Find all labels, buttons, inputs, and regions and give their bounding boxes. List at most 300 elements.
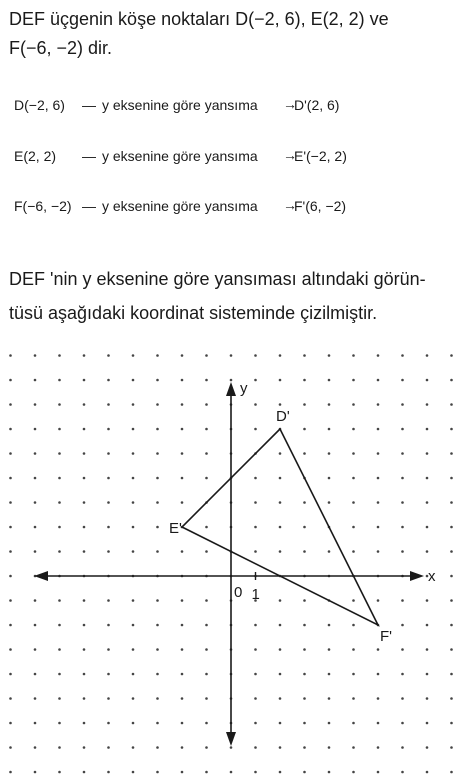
grid-dot [426,746,429,749]
grid-dot [132,746,135,749]
grid-dot [9,354,12,357]
grid-dot [9,771,12,774]
grid-dot [58,746,61,749]
grid-dot [352,746,355,749]
grid-dot [156,526,159,529]
grid-dot [328,550,331,553]
grid-dot [450,673,453,676]
grid-dot [34,624,37,627]
arrow-icon: → [283,197,297,213]
grid-dot [254,354,257,357]
grid-dot [450,697,453,700]
grid-dot [107,403,110,406]
grid-dot [58,599,61,602]
x-axis-right-arrow [410,571,424,581]
grid-dot [352,722,355,725]
grid-dot [83,452,86,455]
grid-dot [34,379,37,382]
grid-dot [83,771,86,774]
grid-dot [254,379,257,382]
grid-dot [132,771,135,774]
grid-dot [426,526,429,529]
grid-dot [352,379,355,382]
grid-dot [254,697,257,700]
grid-dot [450,648,453,651]
y-axis-bottom-arrow [226,732,236,746]
grid-dot [254,673,257,676]
grid-dot [156,501,159,504]
grid-dot [426,648,429,651]
grid-dot [401,428,404,431]
intro-line-1: DEF üçgenin köşe noktaları D(−2, 6), E(2, 2) ve [9,9,389,29]
grid-dot [181,379,184,382]
grid-dot [132,624,135,627]
grid-dot [377,501,380,504]
grid-dot [107,354,110,357]
grid-dot [279,771,282,774]
grid-dot [401,722,404,725]
grid-dot [156,354,159,357]
grid-dot [377,722,380,725]
grid-dot [426,624,429,627]
grid-dot [34,526,37,529]
grid-dot [132,403,135,406]
grid-dot [181,477,184,480]
grid-dot [34,550,37,553]
grid-dot [156,673,159,676]
grid-dot [9,403,12,406]
grid-dot [132,599,135,602]
reflection-rule: y eksenine göre yansıma [102,148,258,164]
grid-dot [156,550,159,553]
grid-dot [83,428,86,431]
grid-dot [107,722,110,725]
grid-dot [58,379,61,382]
grid-dot [83,746,86,749]
grid-dot [9,746,12,749]
grid-dot [328,648,331,651]
grid-dot [34,354,37,357]
grid-dot [426,722,429,725]
grid-dot [156,379,159,382]
grid-dot [303,526,306,529]
grid-dot [156,452,159,455]
grid-dot [132,477,135,480]
description-line-1: DEF 'nin y eksenine göre yansıması altındaki görün- [9,269,426,289]
grid-dot [9,697,12,700]
grid-dot [328,624,331,627]
grid-dot [156,403,159,406]
grid-dot [352,452,355,455]
grid-dot [107,648,110,651]
grid-dot [254,746,257,749]
grid-dot [450,501,453,504]
grid-dot [181,599,184,602]
grid-dot [205,624,208,627]
grid-dot [58,477,61,480]
grid-dot [9,526,12,529]
grid-dot [303,379,306,382]
grid-dot [58,722,61,725]
grid-dot [132,526,135,529]
grid-dot [156,477,159,480]
grid-dot [450,379,453,382]
grid-dot [107,673,110,676]
grid-dot [107,501,110,504]
grid-dot [401,624,404,627]
grid-dot [34,501,37,504]
grid-dot [352,477,355,480]
grid-dot [83,354,86,357]
grid-dot [279,550,282,553]
grid-dot [450,624,453,627]
grid-dot [205,379,208,382]
grid-dot [58,673,61,676]
grid-dot [303,722,306,725]
grid-dot [107,477,110,480]
grid-dot [230,379,233,382]
grid-dot [450,403,453,406]
grid-dot [377,550,380,553]
grid-dot [450,575,453,578]
grid-dot [401,452,404,455]
grid-dot [303,403,306,406]
grid-dot [205,477,208,480]
grid-dot [426,599,429,602]
grid-dot [279,501,282,504]
grid-dot [303,550,306,553]
grid-dot [132,379,135,382]
grid-dot [328,379,331,382]
grid-dot [58,697,61,700]
grid-dot [254,771,257,774]
unit-label: 1 [251,586,260,603]
grid-dot [132,697,135,700]
grid-dot [328,771,331,774]
grid-dot [230,771,233,774]
grid-dot [181,746,184,749]
grid-dot [279,673,282,676]
grid-dot [328,501,331,504]
grid-dot [181,403,184,406]
grid-dot [401,550,404,553]
grid-dot [401,379,404,382]
x-axis-left-arrow [34,571,48,581]
grid-dot [426,403,429,406]
grid-dot [279,526,282,529]
grid-dot [328,673,331,676]
grid-dot [377,477,380,480]
vertex-label: D' [276,408,290,425]
grid-dot [107,550,110,553]
grid-dot [426,428,429,431]
grid-dot [426,379,429,382]
grid-dot [230,354,233,357]
grid-dot [401,673,404,676]
grid-dot [58,428,61,431]
grid-dot [254,722,257,725]
grid-dot [450,452,453,455]
connector-dash: — [82,198,96,214]
grid-dot [34,428,37,431]
grid-dot [426,354,429,357]
grid-dot [58,526,61,529]
grid-dot [181,501,184,504]
grid-dot [34,722,37,725]
grid-dot [205,746,208,749]
grid-dot [205,599,208,602]
grid-dot [83,379,86,382]
grid-dot [303,771,306,774]
grid-dot [450,599,453,602]
image-point: E'(−2, 2) [294,148,347,164]
grid-dot [132,550,135,553]
grid-dot [156,648,159,651]
grid-dot [352,599,355,602]
grid-dot [205,722,208,725]
grid-dot [83,648,86,651]
grid-dot [254,550,257,553]
grid-dot [303,648,306,651]
grid-dot [132,722,135,725]
grid-dot [107,379,110,382]
grid-dot [205,526,208,529]
grid-dot [181,648,184,651]
grid-dot [303,673,306,676]
grid-dot [426,673,429,676]
grid-dot [352,673,355,676]
grid-dot [352,771,355,774]
grid-dot [254,403,257,406]
grid-dot [303,428,306,431]
arrow-icon: → [283,147,297,163]
grid-dot [205,550,208,553]
grid-dot [426,550,429,553]
grid-dot [9,501,12,504]
grid-dot [303,624,306,627]
grid-dot [401,526,404,529]
grid-dot [34,477,37,480]
grid-dot [9,722,12,725]
grid-dot [156,697,159,700]
grid-dot [9,428,12,431]
grid-dot [254,648,257,651]
grid-dot [352,550,355,553]
grid-dot [328,722,331,725]
grid-dot [132,648,135,651]
grid-dot [328,697,331,700]
y-axis-top-arrow [226,382,236,396]
grid-dot [401,648,404,651]
grid-dot [9,624,12,627]
grid-dot [181,771,184,774]
grid-dot [83,526,86,529]
grid-dot [426,452,429,455]
grid-dot [328,428,331,431]
x-axis-label: x [428,568,436,585]
grid-dot [352,526,355,529]
grid-dot [9,379,12,382]
grid-dot [279,624,282,627]
grid-dot [426,771,429,774]
grid-dot [279,477,282,480]
grid-dot [58,624,61,627]
grid-dot [352,624,355,627]
grid-dot [303,599,306,602]
description-line-2: tüsü aşağıdaki koordinat sisteminde çizilmiştir. [9,303,378,323]
grid-dot [9,575,12,578]
grid-dot [205,771,208,774]
grid-dot [205,673,208,676]
grid-dot [83,550,86,553]
grid-dot [156,746,159,749]
grid-dot [279,722,282,725]
grid-dot [377,354,380,357]
grid-dot [181,624,184,627]
grid-dot [401,697,404,700]
grid-dot [377,746,380,749]
original-point: E(2, 2) [14,148,57,164]
grid-dot [156,722,159,725]
grid-dot [352,428,355,431]
grid-dot [34,452,37,455]
image-point: D'(2, 6) [294,97,340,113]
grid-dot [279,354,282,357]
grid-dot [132,428,135,431]
reflection-rule: y eksenine göre yansıma [102,198,258,214]
grid-dot [34,648,37,651]
grid-dot [377,428,380,431]
grid-dot [254,501,257,504]
grid-dot [107,428,110,431]
grid-dot [34,746,37,749]
connector-dash: — [82,148,96,164]
grid-dot [279,697,282,700]
grid-dot [401,746,404,749]
grid-dot [205,697,208,700]
grid-dot [279,403,282,406]
grid-dot [83,722,86,725]
grid-dot [450,746,453,749]
grid-dot [377,673,380,676]
grid-dot [181,673,184,676]
grid-dot [401,477,404,480]
grid-dot [9,648,12,651]
grid-dot [352,697,355,700]
grid-dot [83,403,86,406]
grid-dot [303,746,306,749]
grid-dot [58,771,61,774]
grid-dot [279,452,282,455]
grid-dot [401,354,404,357]
grid-dot [426,697,429,700]
grid-dot [58,648,61,651]
image-point: F'(6, −2) [294,198,347,214]
grid-dot [181,452,184,455]
grid-dot [279,648,282,651]
grid-dot [352,501,355,504]
grid-dot [401,501,404,504]
grid-dot [83,599,86,602]
grid-dot [328,746,331,749]
grid-dot [58,501,61,504]
grid-dot [9,599,12,602]
grid-dot [181,550,184,553]
grid-dot [450,428,453,431]
arrow-icon: → [283,96,297,112]
grid-dot [34,771,37,774]
original-point: F(−6, −2) [14,198,72,214]
grid-dot [132,673,135,676]
grid-dot [181,722,184,725]
grid-dot [254,526,257,529]
vertex-label: F' [380,628,393,645]
grid-dot [132,354,135,357]
grid-dot [352,354,355,357]
grid-dot [377,403,380,406]
grid-dot [58,550,61,553]
grid-dot [181,428,184,431]
grid-dot [205,354,208,357]
grid-dot [279,746,282,749]
grid-dot [205,452,208,455]
grid-dot [328,477,331,480]
grid-dot [83,624,86,627]
grid-dot [377,379,380,382]
grid-dot [254,428,257,431]
grid-dot [450,722,453,725]
grid-dot [34,403,37,406]
grid-dot [9,452,12,455]
grid-dot [450,477,453,480]
grid-dot [107,771,110,774]
vertex-label: E' [169,520,182,537]
grid-dot [107,624,110,627]
grid-dot [107,452,110,455]
grid-dot [181,354,184,357]
grid-dot [156,599,159,602]
grid-dot [34,673,37,676]
grid-dot [205,648,208,651]
grid-dot [107,599,110,602]
reflection-rule: y eksenine göre yansıma [102,97,258,113]
grid-dot [107,526,110,529]
grid-dot [450,550,453,553]
grid-dot [328,403,331,406]
grid-dot [254,624,257,627]
grid-dot [450,771,453,774]
grid-dot [107,746,110,749]
grid-dot [279,599,282,602]
grid-dot [205,403,208,406]
grid-dot [132,501,135,504]
grid-dot [450,526,453,529]
grid-dot [303,354,306,357]
grid-dot [377,697,380,700]
original-point: D(−2, 6) [14,97,65,113]
y-axis-label: y [240,380,248,397]
grid-dot [377,599,380,602]
grid-dot [83,477,86,480]
axes [34,380,436,746]
grid-dot [156,771,159,774]
grid-dot [132,452,135,455]
grid-dot [377,771,380,774]
grid-dot [9,477,12,480]
grid-dot [83,673,86,676]
grid-dot [230,746,233,749]
connector-dash: — [82,97,96,113]
